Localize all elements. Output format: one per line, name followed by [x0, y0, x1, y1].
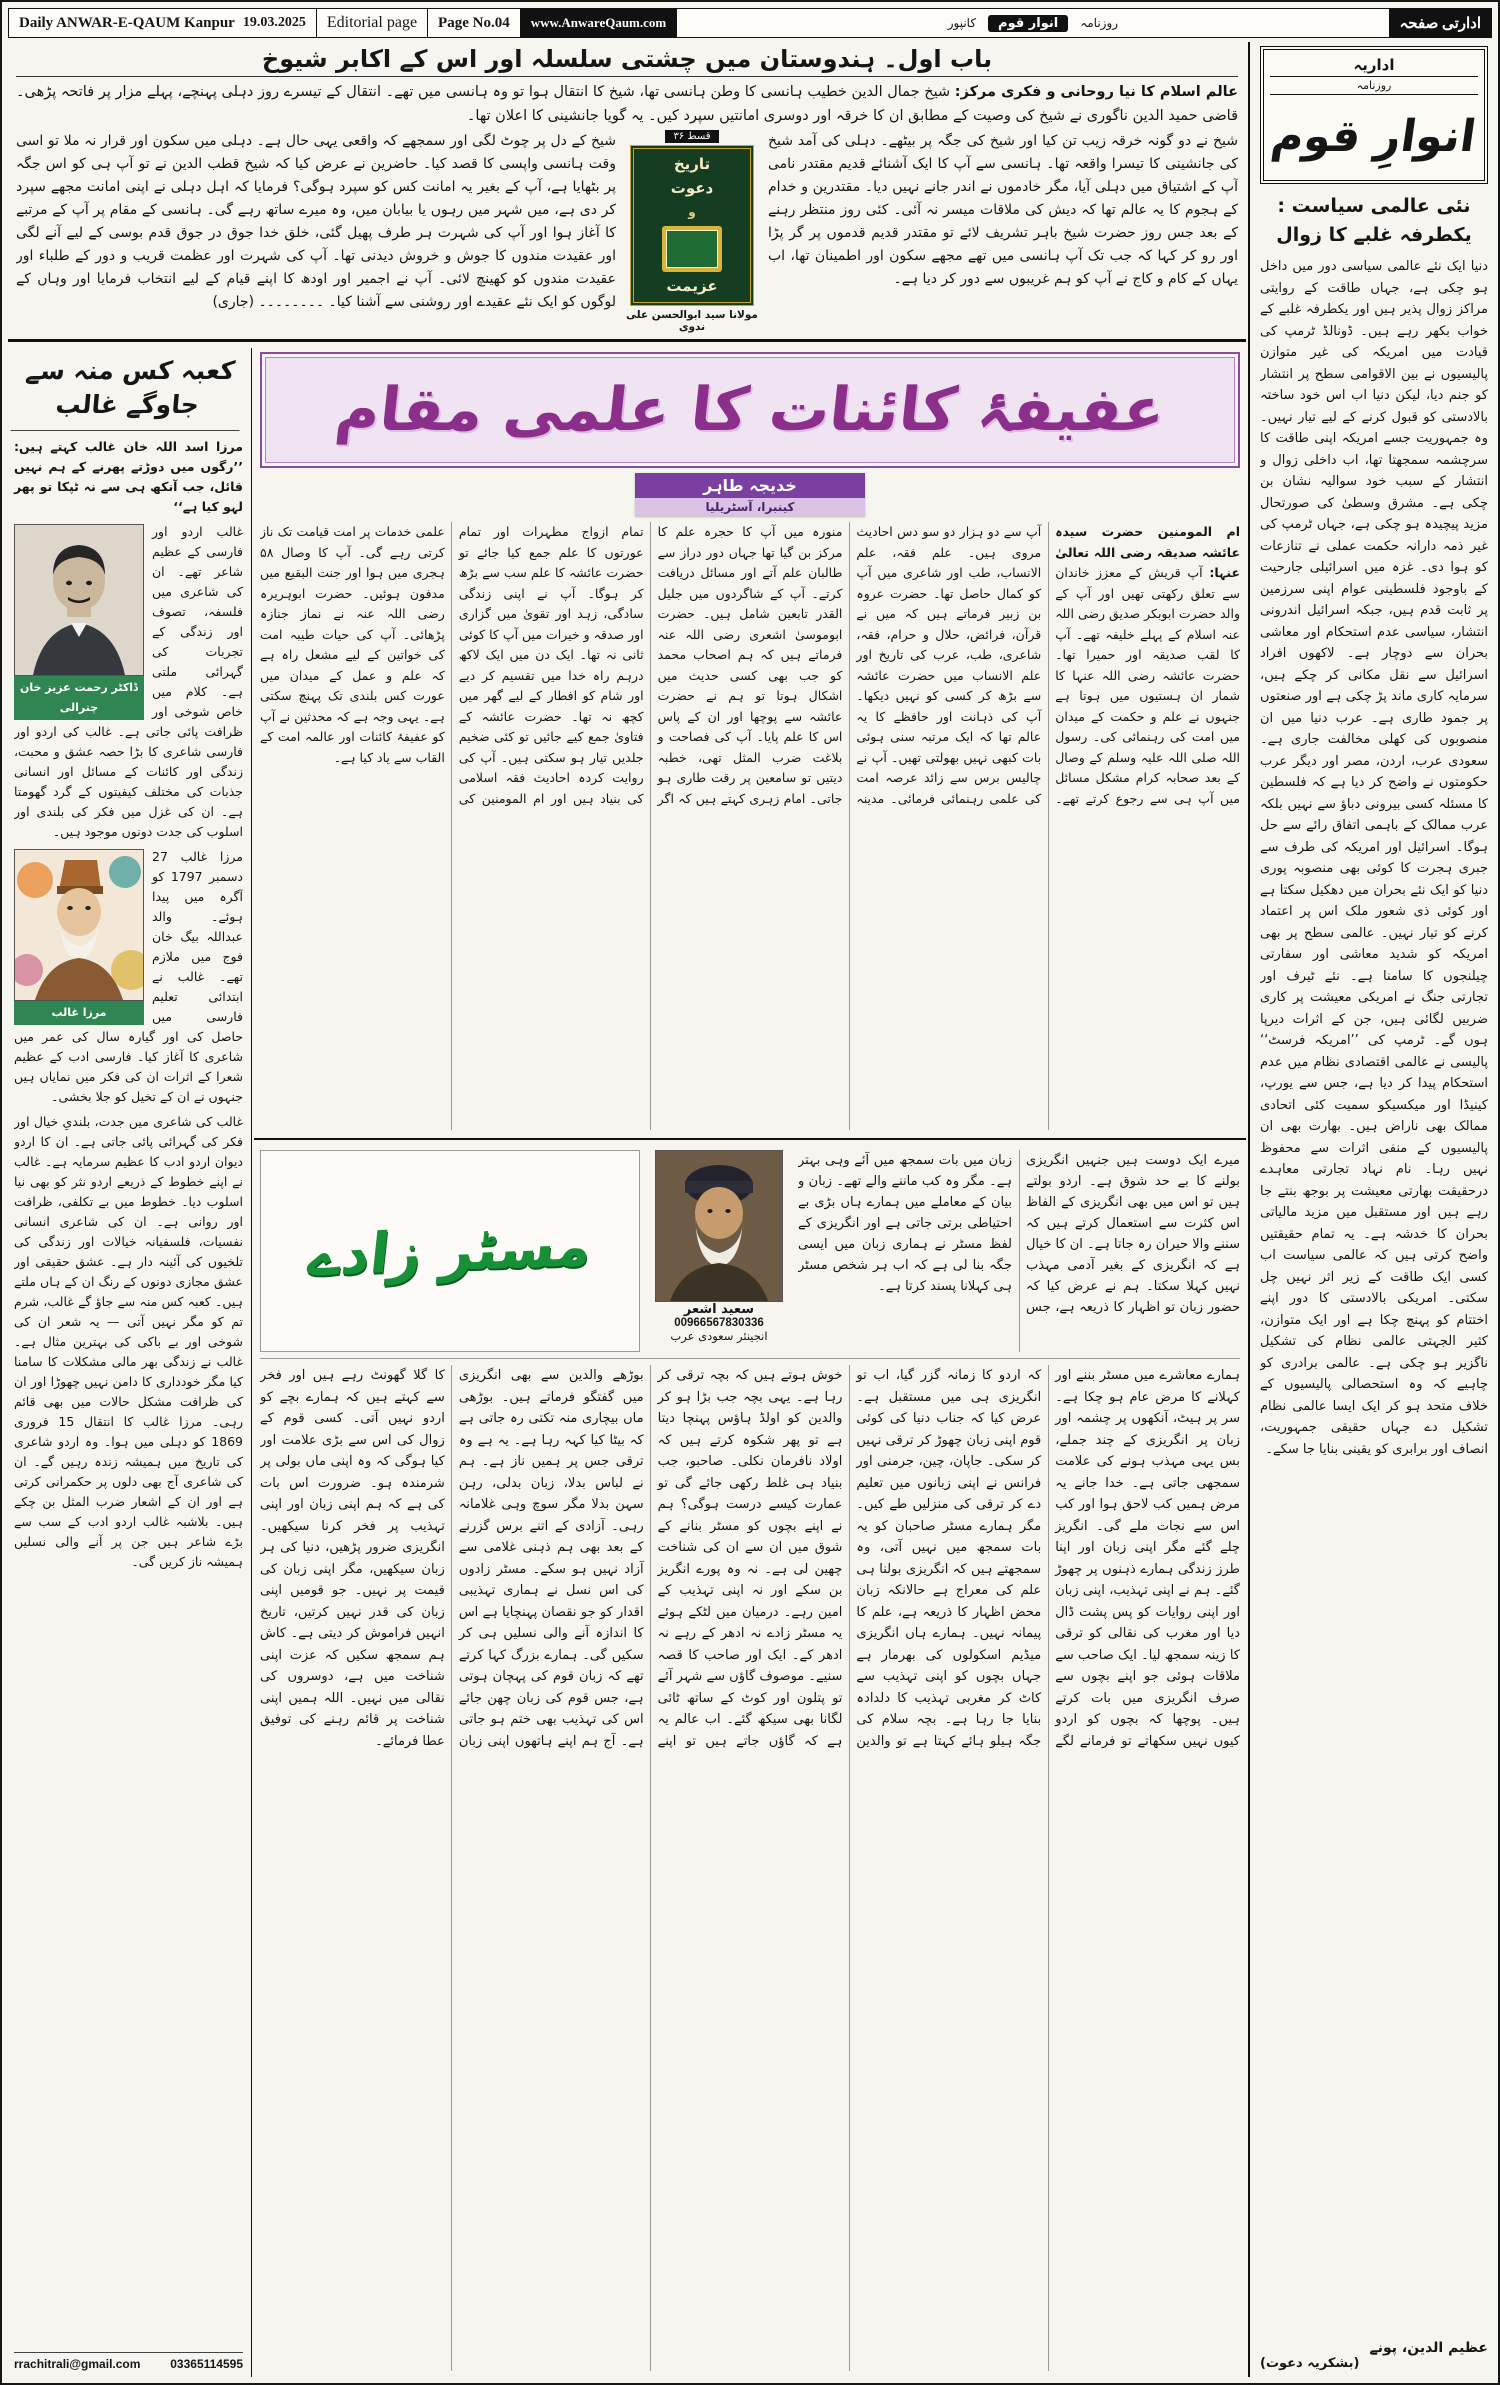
middle-article [254, 348, 1246, 1140]
columnist-role: انجینئر سعودی عرب [670, 1329, 768, 1343]
editorial-byline: عظیم الدین، پونے [1369, 2340, 1488, 2356]
top-article [8, 42, 1246, 342]
paper-name-urdu: انوار قوم [988, 15, 1068, 32]
series-number-label: قسط ۳۶ [665, 130, 718, 143]
columnist-figure [652, 1150, 786, 1352]
left-article [8, 348, 252, 2377]
top-article-lead [16, 80, 1238, 128]
author-figure [14, 524, 144, 720]
editorial-label: اداریہ [1270, 56, 1478, 77]
left-article-section-1 [14, 522, 243, 842]
page-number: Page No.04 [428, 9, 521, 37]
bottom-article-intro: میرے ایک دوست ہیں جنہیں انگریزی بولنے کا بے حد شوق ہے۔ اردو بولتے ہیں تو اس میں بھی انگریزی کے الفاظ اس کثرت سے استعمال کرتے ہیں کہ سننے والا حیران رہ جاتا ہے۔ ان کا خیال ہے کہ انگریزی کے بغیر آدمی مہذب نہیں کہلا سکتا۔ ہم نے عرض کیا کہ حضور زبان تو اظہار کا ذریعہ ہے، جس زبان میں بات سمجھ میں آئے وہی بہتر ہے۔ مگر وہ کب ماننے والے تھے۔ زبان و بیان کے معاملے میں ہمارے ہاں بڑی بے احتیاطی برتی جاتی ہے اور انگریزی کے لفظ مسٹر نے ہماری زبان میں ایسی جگہ بنا لی ہے کہ اب ہر شخص مسٹر ہی کہلانا پسند کرتا ہے۔ [798, 1153, 1240, 1315]
ghalib-photo-caption: مرزا غالب [14, 1001, 144, 1025]
series-title-line1: تاریخ [673, 155, 711, 173]
website-link[interactable]: www.AnwareQaum.com [521, 9, 678, 37]
editorial-page-label: Editorial page [317, 9, 428, 37]
top-article-lead-bold: عالم اسلام کا نیا روحانی و فکری مرکز: [954, 84, 1239, 100]
bottom-article-title-panel [260, 1150, 640, 1352]
bottom-article-header [260, 1150, 1240, 1352]
editorial-paper-masthead: انوارِ قوم [1268, 111, 1480, 162]
series-box [626, 130, 758, 333]
paper-name-en: Daily ANWAR-E-QAUM Kanpur [19, 14, 235, 31]
left-article-contact [14, 2352, 243, 2371]
columnist-phone[interactable]: 00966567830336 [674, 1317, 764, 1329]
author-photo-caption: ڈاکٹر رحمت عزیز خان چترالی [14, 676, 144, 720]
left-article-part2: مرزا غالب 27 دسمبر 1797 کو آگرہ میں پیدا ہوئے۔ والد عبداللہ بیگ خان فوج میں ملازم تھے۔ غالب نے ابتدائی تعلیم فارسی میں حاصل کی اور گیارہ سال کی عمر میں شاعری کا آغاز کیا۔ فارسی ادب کے عظیم شعرا کے اثرات ان کی فکر میں نمایاں ہیں جنہوں نے ان کے تخیل کو جلا بخشی۔ [14, 849, 243, 1104]
top-article-column-left: شیخ کے دل پر چوٹ لگی اور سمجھے کہ واقعی یہی حال ہے۔ دہلی میں سکون اور قرار نہ ملا تو اسی وقت ہانسی واپسی کا قصد کیا۔ حاضرین نے عرض کیا کہ شیخ قطب الدین نے تو آپ ہی کو اس جگہ پر بٹھایا ہے، آپ کے بغیر یہ امانت کس کو سپرد ہوگی؟ فرمایا کہ اہل دہلی نے اپنی امانت مجھے سپرد کر دی ہے، میں شہر میں رہوں یا بیابان میں، وہ میرے ساتھ رہے گی۔ ہانسی کے مقام پر آپ کے مرتبے کا آغاز ہوا اور آپ کی شہرت ہر طرف پھیل گئی، خلق خدا جوق در جوق قدم بوسی کے لیے آنے لگی اور عقیدت مندوں کا جوش و خروش دیدنی تھا۔ آپ کی شہرت اور عظمت قریب و دور کے طلباء اور عقیدت مندوں کو کھینچ لائی۔ آپ نے اجمیر اور اودھ کا اپنے قیام کے لیے انتخاب فرمایا اور وہاں کے لوگوں کو ایک نئے عقیدے اور روشنی سے آشنا کیا۔ ۔۔۔۔۔۔۔۔ (جاری) [16, 133, 616, 310]
top-article-column-right: شیخ نے دو گونہ خرقہ زیب تن کیا اور شیخ کی جگہ پر بیٹھے۔ دہلی کی آمد شیخ کی جانشینی کا تیسرا واقعہ تھا۔ ہانسی سے آپ کا ایک آشنائے قدیم مقتدر نامی آپ کے اشتیاق میں دہلی آیا، مگر خادموں نے اندر جانے نہیں دیا۔ مقتدرین و خدام کے ہجوم کا یہ عالم تھا کہ دیش کی ملاقات میسر نہ آئی۔ کئی روز منتظر رہنے کے بعد جس روز حضرت شیخ باہر تشریف لائے تو مقتدر قدیم قدموں پر گر پڑا اور رو کر کہا کہ جب تک آپ ہانسی میں تھے مجھے سکون اور اطمینان تھا، اب یہاں کے کام و کاج نے آپ کو ہم غریبوں سے دور کر دیا ہے۔ [768, 133, 1238, 287]
middle-article-lead: ام المومنین حضرت سیدہ عائشہ صدیقہ رضی اللہ تعالیٰ عنہا: [1055, 524, 1240, 580]
masthead-left [9, 9, 317, 37]
left-article-part3: غالب کی شاعری میں جدت، بلندیِ خیال اور فکر کی گہرائی پائی جاتی ہے۔ ان کا اردو دیوان اردو ادب کا عظیم سرمایہ ہے۔ غالب نے اپنے خطوط کے ذریعے اردو نثر کو بھی نیا اسلوب دیا۔ خطوط میں بے تکلفی، ظرافت اور روانی ہے۔ ان کی شاعری انسانی نفسیات، فلسفیانہ خیالات اور زندگی کی تلخیوں کی آئینہ دار ہے۔ عشق حقیقی اور عشق مجازی دونوں کے رنگ ان کے ہاں ملتے ہیں۔ کعبہ کس منہ سے جاؤ گے غالب، شرم تم کو مگر نہیں آتی — یہ شعر ان کی شوخی اور بے باکی کی بہترین مثال ہے۔ غالب نے زندگی بھر مالی مشکلات کا سامنا کیا مگر خودداری کا دامن نہیں چھوڑا اور ان کی ظرافت مشکل حالات میں بھی قائم رہی۔ مرزا غالب کا انتقال 15 فروری 1869 کو دہلی میں ہوا۔ وہ اردو شاعری کی تاریخ میں ہمیشہ زندہ رہیں گے۔ ان کی شاعری آج بھی دلوں پر حکمرانی کرتی ہے اور ان کے اشعار ضرب المثل بن چکے ہیں۔ بلاشبہ غالب اردو ادب کے سب سے بڑے شاعر ہیں جن پر آنے والی نسلیں ہمیشہ ناز کریں گی۔ [14, 1114, 243, 1569]
editorial-courtesy: (بشکریہ دعوت) [1260, 2356, 1360, 2371]
masthead-urdu [677, 9, 1389, 37]
author-phone[interactable]: 03365114595 [170, 2357, 243, 2371]
middle-article-author-box [635, 473, 865, 516]
daily-label-urdu: روزنامہ [1080, 16, 1119, 30]
left-article-part1: غالب اردو اور فارسی کے عظیم شاعر تھے۔ ان کی شاعری میں فلسفہ، تصوف اور زندگی کے تجربات کی گہرائی ملتی ہے۔ کلام میں خاص شوخی اور ظرافت پائی جاتی ہے۔ غالب کی اردو اور فارسی شاعری کا بڑا حصہ عشق و محبت، زندگی اور کائنات کے مسائل اور انسانی جذبات کی مختلف کیفیتوں کے گرد گھومتا ہے۔ ان کی غزل میں فکر کی بلندی اور اسلوب کی جدت دونوں موجود ہیں۔ [14, 524, 243, 839]
issue-date: 19.03.2025 [242, 15, 306, 30]
top-article-body [16, 130, 1238, 333]
series-title-line2: دعوت [670, 178, 714, 197]
section-label-urdu: ادارتی صفحہ [1390, 9, 1491, 37]
editorial-masthead-box [1260, 46, 1488, 184]
middle-article-title-panel [260, 352, 1240, 468]
top-article-headline: باب اول۔ ہندوستان میں چشتی سلسلہ اور اس کے اکابر شیوخ [16, 45, 1238, 77]
author-portrait-photo [14, 524, 144, 676]
editorial-column [1248, 42, 1496, 2377]
middle-article-author-location: کینبرا، آسٹریلیا [635, 498, 865, 516]
quran-book-icon [662, 226, 722, 272]
ghalib-portrait-photo [14, 849, 144, 1001]
city-label-urdu: کانپور [947, 16, 977, 30]
series-title-box [630, 145, 754, 306]
author-email[interactable]: rrachitrali@gmail.com [14, 2357, 141, 2371]
bottom-article-title: مسٹر زادے [305, 1213, 595, 1289]
bottom-article [254, 1144, 1246, 2377]
masthead [8, 8, 1492, 38]
left-article-section-2 [14, 847, 243, 1107]
columnist-portrait-photo [655, 1150, 783, 1302]
ghalib-figure [14, 849, 144, 1025]
columnist-name: سعید اشعر [683, 1302, 755, 1317]
left-article-intro: مرزا اسد اللہ خان غالب کہتے ہیں: ’’رگوں میں دوڑتے پھرنے کے ہم نہیں قائل، جب آنکھ ہی سے نہ ٹپکا تو پھر لہو کیا ہے‘‘ [14, 439, 243, 514]
middle-article-body [260, 522, 1240, 1130]
series-title-line4: عزیمت [666, 277, 718, 295]
bottom-article-body: ہمارے معاشرے میں مسٹر بننے اور کہلانے کا مرض عام ہو چکا ہے۔ سر پر ہیٹ، آنکھوں پر چشمہ اور زبان پر انگریزی کے چند جملے، بس یہی مہذب ہونے کی علامت سمجھی جاتی ہے۔ خدا جانے یہ مرض ہمیں کب لاحق ہوا اور کب اس سے نجات ملے گی۔ انگریز چلے گئے مگر اپنی زبان اور اپنا طرز زندگی ہمارے ذہنوں پر چھوڑ گئے۔ ہم نے اپنی تہذیب، اپنی زبان اور اپنی روایات کو پس پشت ڈال دیا اور مغرب کی نقالی کو ترقی کا زینہ سمجھ لیا۔ ایک صاحب سے ملاقات ہوئی جو اپنے بچوں سے صرف انگریزی میں بات کرتے ہیں۔ پوچھا کہ بچوں کو اردو کیوں نہیں سکھاتے تو فرمانے لگے کہ اردو کا زمانہ گزر گیا، اب تو انگریزی ہی میں مستقبل ہے۔ عرض کیا کہ جناب دنیا کی کوئی قوم اپنی زبان چھوڑ کر ترقی نہیں کر سکی۔ جاپان، چین، جرمنی اور فرانس نے اپنی زبانوں میں تعلیم دے کر ترقی کی منزلیں طے کیں۔ مگر ہمارے مسٹر صاحبان کو یہ بات سمجھ میں نہیں آتی، وہ سمجھتے ہیں کہ انگریزی بولنا ہی علم کی معراج ہے حالانکہ زبان محض اظہار کا ذریعہ ہے، علم کا پیمانہ نہیں۔ ہمارے ہاں انگریزی میڈیم اسکولوں کی بھرمار ہے جہاں بچوں کو اپنی تہذیب سے کاٹ کر مغربی تہذیب کا دلدادہ بنایا جا رہا ہے۔ بچہ سلام کی جگہ ہیلو ہائے کہتا ہے تو والدین خوش ہوتے ہیں کہ بچہ ترقی کر رہا ہے۔ یہی بچہ جب بڑا ہو کر والدین کو اولڈ ہاؤس پہنچا دیتا ہے تو پھر شکوہ کرتے ہیں کہ اولاد نافرمان نکلی۔ صاحبو، جب بنیاد ہی غلط رکھی جائے گی تو عمارت کیسے درست ہوگی؟ ہم نے اپنے بچوں کو مسٹر بنانے کے شوق میں ان سے ان کی شناخت چھین لی ہے۔ نہ وہ پورے انگریز بن سکے اور نہ اپنی تہذیب کے امین رہے۔ درمیان میں لٹکے ہوئے یہ مسٹر زادے نہ ادھر کے رہے نہ ادھر کے۔ ایک اور صاحب کا قصہ سنیے۔ موصوف گاؤں سے شہر آئے تو پتلون اور کوٹ کے ساتھ ٹائی لگانا بھی سیکھ گئے۔ اب عالم یہ ہے کہ گاؤں جاتے ہیں تو اپنے بوڑھے والدین سے بھی انگریزی میں گفتگو فرماتے ہیں۔ بوڑھی ماں بیچاری منہ تکتی رہ جاتی ہے کہ بیٹا کیا کہہ رہا ہے۔ یہ ہے وہ ترقی جس پر ہمیں ناز ہے۔ ہم نے لباس بدلا، زبان بدلی، رہن سہن بدلا مگر سوچ وہی غلامانہ رہی۔ آزادی کے اتنے برس گزرنے کے بعد بھی ہم ذہنی غلامی سے آزاد نہیں ہو سکے۔ مسٹر زادوں کی اس نسل نے ہماری تہذیبی اقدار کو جو نقصان پہنچایا ہے اس کا اندازہ آنے والی نسلیں ہی کر سکیں گی۔ ہمارے بزرگ کہا کرتے تھے کہ زبان قوم کی پہچان ہوتی ہے، جس قوم کی زبان چھن جائے اس کی تہذیب بھی ختم ہو جاتی ہے۔ آج ہم اپنے ہاتھوں اپنی زبان کا گلا گھونٹ رہے ہیں اور فخر سے کہتے ہیں کہ ہمارے بچے کو اردو نہیں آتی۔ کسی قوم کے زوال کی اس سے بڑی علامت اور کیا ہوگی کہ وہ اپنی ماں بولی پر شرمندہ ہو۔ ضرورت اس بات کی ہے کہ ہم اپنی زبان اور اپنی تہذیب پر فخر کرنا سیکھیں۔ انگریزی ضرور پڑھیں، دنیا کی ہر زبان سیکھیں، مگر اپنی زبان کی قیمت پر نہیں۔ جو قومیں اپنی زبان کی قدر نہیں کرتیں، تاریخ انہیں فراموش کر دیتی ہے۔ کاش ہم سمجھ سکیں کہ عزت اپنی شناخت میں ہے، دوسروں کی نقالی میں نہیں۔ اللہ ہمیں اپنی شناخت پر قائم رہنے کی توفیق عطا فرمائے۔ [260, 1358, 1240, 2371]
middle-article-title: عفیفۂ کائنات کا علمی مقام [332, 375, 1168, 445]
editorial-body: دنیا ایک نئے عالمی سیاسی دور میں داخل ہو چکی ہے، جہاں طاقت کے روایتی مراکز زوال پذیر ہیں اور یکطرفہ غلبے کے خواب بکھر رہے ہیں۔ ڈونالڈ ٹرمپ کی قیادت میں امریکہ کی غیر متوازن پالیسیوں نے بین الاقوامی سطح پر انتشار کو جنم دیا، لیکن دنیا اب اس خود ساختہ بالادستی کو قبول کرنے کے لیے تیار نہیں۔ وہ جمہوریت جسے امریکہ اپنی طاقت کا سرچشمہ سمجھتا تھا، اب داخلی زوال و انتشار کے سبب خود سوالیہ نشان بن چکی ہے۔ مشرق وسطیٰ کی صورتحال مزید پیچیدہ ہو چکی ہے، جہاں ٹرمپ کی غیر ذمہ دارانہ حکمت عملی نے تنازعات کو ہوا دی۔ غزہ میں اسرائیلی جارحیت کے باوجود فلسطینی عوام اپنی سرزمین پر ثابت قدم ہیں، جبکہ اسرائیل اندرونی انتشار، سیاسی عدم استحکام اور معاشی بحران سے دوچار ہے۔ لاکھوں افراد اسرائیل سے نقل مکانی کر چکے ہیں، سرمایہ کاری ماند پڑ چکی ہے اور صنعتوں پر جمود طاری ہے۔ عرب دنیا میں ان منصوبوں کی کھلی مخالفت جاری ہے۔ سعودی عرب، اردن، مصر اور دیگر عرب حکومتوں نے واضح کر دیا ہے کہ فلسطین کا مسئلہ کسی بیرونی دباؤ سے نہیں بلکہ عرب ممالک کے باہمی اتفاق رائے سے حل ہوگا۔ اسرائیل اور امریکہ کی طرف سے جبری ہجرت کا کوئی بھی منصوبہ پوری دنیا کو ایک نئے بحران میں دھکیل سکتا ہے اور کوئی ذی شعور ملک اس پر اعتماد کرنے کو تیار نہیں۔ عالمی سطح پر بھی امریکہ کو شدید معاشی اور سفارتی چیلنجوں کا سامنا ہے۔ نئے ٹیرف اور تجارتی جنگ نے امریکی معیشت پر کاری ضربیں لگائی ہیں، جن کے اثرات دیرپا ہوں گے۔ ٹرمپ کی ’’امریکہ فرسٹ‘‘ پالیسی نے عالمی اقتصادی نظام میں عدم استحکام پیدا کر دیا ہے، جس سے یورپ، کینیڈا اور میکسیکو سمیت کئی اتحادی ممالک بھی ناراض ہیں۔ بھارت بھی ان پالیسیوں کے منفی اثرات سے محفوظ نہیں رہا۔ نام نہاد تجارتی معاہدے درحقیقت بھارتی معیشت پر بوجھ بنتے جا رہے ہیں اور مستقبل میں مزید مالیاتی بحران کا خدشہ ہے۔ یہ تمام حقیقتیں واضح کرتی ہیں کہ عالمی سیاست اب کسی ایک طاقت کے زیر اثر نہیں چل سکتی۔ امریکی بالادستی کا دور اپنے اختتام کو پہنچ چکا ہے اور ایک متوازن، کثیر الجہتی عالمی نظام کی تشکیل ناگزیر ہو چکی ہے۔ عالمی برادری کو چاہیے کہ وہ استحصالی پالیسیوں کے خلاف متحد ہو کر ایک ایسا عالمی نظام تشکیل دے جہاں حقیقی جمہوریت، انصاف اور برابری کو یقینی بنایا جا سکے۔ [1260, 259, 1488, 1457]
editorial-headline: نئی عالمی سیاست : یکطرفہ غلبے کا زوال [1276, 195, 1472, 246]
series-author: مولانا سید ابوالحسن علی ندوی [626, 309, 758, 333]
series-title-line3: و [688, 204, 696, 219]
middle-article-author: خدیجہ طاہر [635, 473, 865, 498]
middle-article-text: آپ قریش کے معزز خاندان سے تعلق رکھتی تھیں اور آپ کے والد حضرت ابوبکر صدیق رضی اللہ عنہ اسلام کے پہلے خلیفہ تھے۔ آپ کا لقب صدیقہ اور حمیرا تھا۔ حضرت عائشہ رضی اللہ عنہا کا شمار ان ہستیوں میں ہوتا ہے جنہوں نے علم و حکمت کے میدان میں امت کی رہنمائی کی۔ رسول اللہ صلی اللہ علیہ وسلم کے وصال کے بعد صحابہ کرام مشکل مسائل میں آپ ہی سے رجوع کرتے تھے۔ آپ سے دو ہزار دو سو دس احادیث مروی ہیں۔ علم فقہ، علم الانساب، طب اور شاعری میں آپ کو کمال حاصل تھا۔ حضرت عروہ بن زبیر فرماتے ہیں کہ میں نے قرآن، فرائض، حلال و حرام، فقہ، شاعری، طب، عرب کی تاریخ اور علم الانساب میں حضرت عائشہ سے بڑھ کر کسی کو نہیں دیکھا۔ آپ کی ذہانت اور حافظے کا یہ عالم تھا کہ ایک مرتبہ سنی ہوئی بات کبھی نہیں بھولتی تھیں۔ آپ نے چالیس برس سے زائد عرصہ امت کی علمی رہنمائی فرمائی۔ مدینہ منورہ میں آپ کا حجرہ علم کا مرکز بن گیا تھا جہاں دور دراز سے طالبان علم آتے اور مسائل دریافت کرتے۔ آپ کے شاگردوں میں جلیل القدر تابعین شامل ہیں۔ حضرت ابوموسیٰ اشعری رضی اللہ عنہ فرماتے ہیں کہ ہم اصحاب محمد کو جب بھی کسی حدیث میں اشکال ہوتا تو ہم نے حضرت عائشہ سے پوچھا اور ان کے پاس اس کا علم پایا۔ آپ کی فصاحت و بلاغت ضرب المثل تھی، خطبہ دیتیں تو سامعین پر رقت طاری ہو جاتی۔ امام زہری کہتے ہیں کہ اگر تمام ازواج مطہرات اور تمام عورتوں کا علم جمع کیا جائے تو حضرت عائشہ کا علم سب سے بڑھ کر ہوگا۔ آپ نے اپنی زندگی سادگی، زہد اور تقویٰ میں گزاری اور صدقہ و خیرات میں آپ کا کوئی ثانی نہ تھا۔ ایک دن میں ایک لاکھ درہم راہ خدا میں تقسیم کر دیے اور شام کو افطار کے لیے گھر میں کچھ نہ تھا۔ حضرت عائشہ کے فتاویٰ جمع کیے جائیں تو کئی ضخیم جلدیں تیار ہو سکتی ہیں۔ آپ کی روایت کردہ احادیث فقہ اسلامی کی بنیاد ہیں اور ام المومنین کی علمی خدمات پر امت قیامت تک ناز کرتی رہے گی۔ آپ کا وصال ۵۸ ہجری میں ہوا اور جنت البقیع میں مدفون ہوئیں۔ حضرت ابوہریرہ رضی اللہ عنہ نے نماز جنازہ پڑھائی۔ آپ کی حیات طیبہ امت کی خواتین کے لیے مشعل راہ ہے کہ علم و عمل کے میدان میں عورت کس بلندی تک پہنچ سکتی ہے۔ یہی وجہ ہے کہ محدثین نے آپ کو عفیفۂ کائنات اور عالمہ امت کے القاب سے یاد کیا ہے۔ [260, 524, 1240, 806]
top-article-lead-text: شیخ جمال الدین خطیب ہانسی کا وطن ہانسی تھا، شیخ کا انتقال ہوا تو وہ ہانسی میں تھے۔ انتقال کے تیسرے روز دہلی پہنچے، پہلے مزار پر فاتحہ پڑھی۔ قاضی حمید الدین ناگوری نے شیخ کی وصیت کے مطابق ان کا خرقہ اور دوسری امانتیں سپرد کیں۔ یہ گویا جانشینی کا اعلان تھا۔ [16, 84, 1238, 124]
editorial-daily-label: روزنامہ [1270, 77, 1478, 95]
left-article-title: کعبہ کس منہ سے جاوگے غالب [11, 352, 247, 431]
